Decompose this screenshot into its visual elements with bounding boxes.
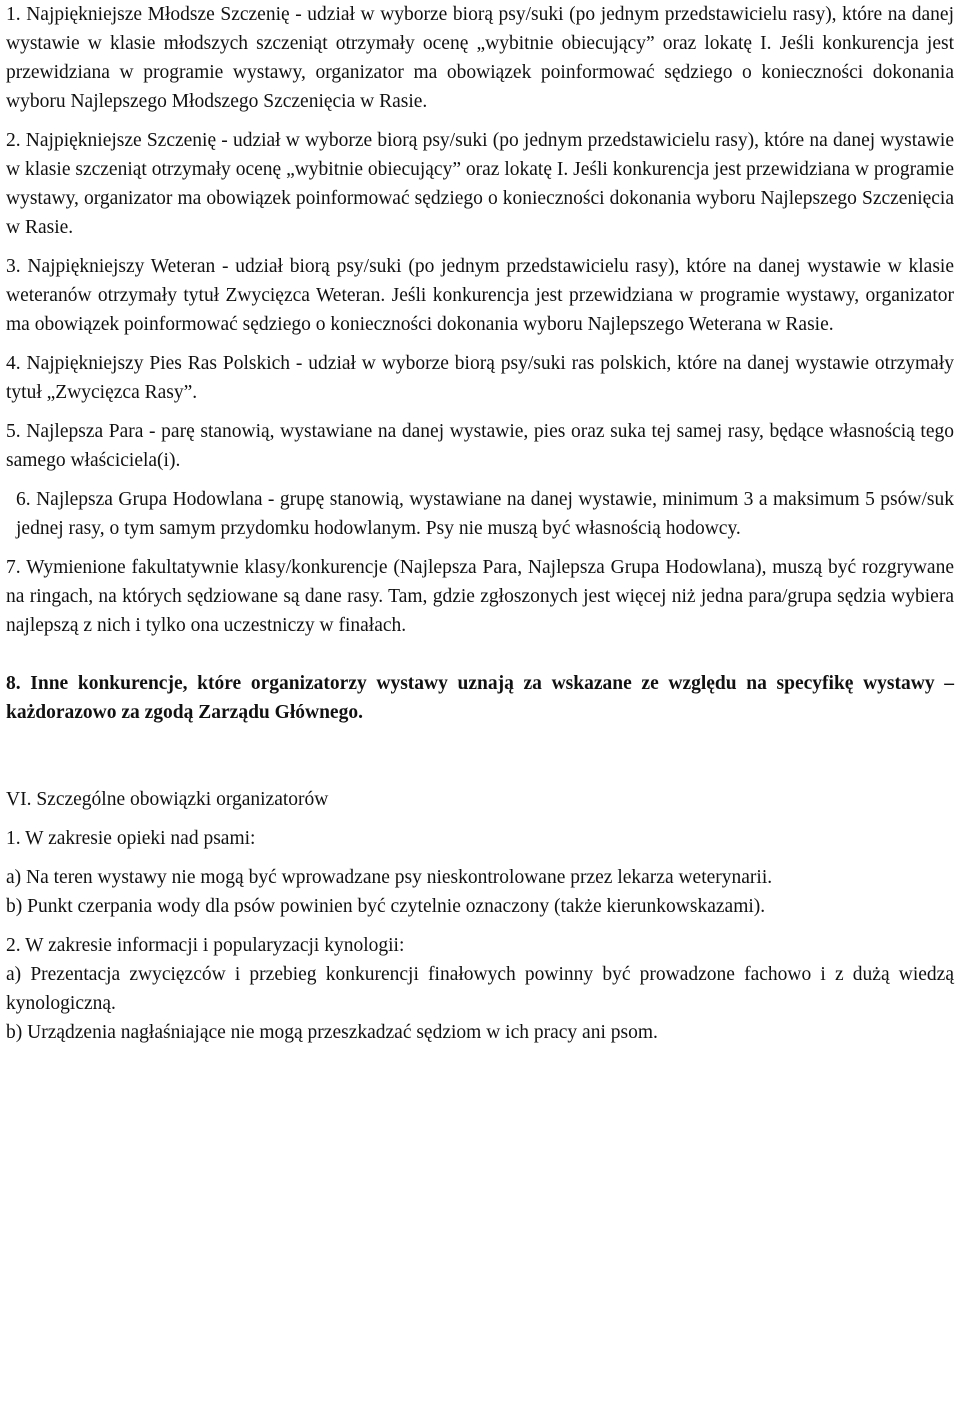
paragraph-2: 2. Najpiękniejsze Szczenię - udział w wyborze biorą psy/suki (po jednym przedstawicielu rasy), które na danej wystawie w klasie szczeniąt otrzymały ocenę „wybitnie obiecujący” oraz lokatę I. Jeśli konkurencja jest przewidziana w programie wystawy, organizator ma obowiązek poinformować sędziego o konieczności dokonania wyboru Najlepszego Szczenięcia w Rasie.: [6, 130, 954, 238]
paragraph-7: 7. Wymienione fakultatywnie klasy/konkurencje (Najlepsza Para, Najlepsza Grupa Hodowlana), muszą być rozgrywane na ringach, na których sędziowane są dane rasy. Tam, gdzie zgłoszonych jest więcej niż jedna para/grupa sędzia wybiera najlepszą z nich i tylko ona uczestniczy w finałach.: [6, 557, 954, 636]
paragraph-5: 5. Najlepsza Para - parę stanowią, wystawiane na danej wystawie, pies oraz suka tej samej rasy, będące własnością tego samego właściciela(i).: [6, 421, 954, 471]
paragraph-3: 3. Najpiękniejszy Weteran - udział biorą psy/suki (po jednym przedstawicielu rasy), które na danej wystawie w klasie weteranów otrzymały tytuł Zwycięzca Weteran. Jeśli konkurencja jest przewidziana w programie wystawy, organizator ma obowiązek poinformować sędziego o konieczności dokonania wyboru Najlepszego Weterana w Rasie.: [6, 256, 954, 335]
subsection-1-item-b: b) Punkt czerpania wody dla psów powinien być czytelnie oznaczony (także kierunkowskazami).: [6, 896, 766, 917]
paragraph-4: 4. Najpiękniejszy Pies Ras Polskich - udział w wyborze biorą psy/suki ras polskich, które na danej wystawie otrzymały tytuł „Zwycięzca Rasy”.: [6, 353, 954, 403]
paragraph-1: 1. Najpiękniejsze Młodsze Szczenię - udział w wyborze biorą psy/suki (po jednym przedstawicielu rasy), które na danej wystawie w klasie młodszych szczeniąt otrzymały ocenę „wybitnie obiecujący” oraz lokatę I. Jeśli konkurencja jest przewidziana w programie wystawy, organizator ma obowiązek poinformować sędziego o konieczności dokonania wyboru Najlepszego Młodszego Szczenięcia w Rasie.: [6, 4, 954, 112]
subsection-2-item-a: a) Prezentacja zwycięzców i przebieg konkurencji finałowych powinny być prowadzone fachowo i z dużą wiedzą kynologiczną.: [6, 964, 954, 1014]
paragraph-8: 8. Inne konkurencje, które organizatorzy wystawy uznają za wskazane ze względu na specyfikę wystawy – każdorazowo za zgodą Zarządu Głównego.: [6, 673, 954, 723]
subsection-1-heading: 1. W zakresie opieki nad psami:: [6, 828, 256, 849]
paragraph-6: 6. Najlepsza Grupa Hodowlana - grupę stanowią, wystawiane na danej wystawie, minimum 3 a maksimum 5 psów/suk jednej rasy, o tym samym przydomku hodowlanym. Psy nie muszą być własnością hodowcy.: [16, 489, 954, 539]
section-heading: VI. Szczególne obowiązki organizatorów: [6, 789, 329, 810]
subsection-1-item-a: a) Na teren wystawy nie mogą być wprowadzane psy nieskontrolowane przez lekarza weterynarii.: [6, 867, 773, 888]
subsection-2-heading: 2. W zakresie informacji i popularyzacji kynologii:: [6, 935, 405, 956]
subsection-2-item-b: b) Urządzenia nagłaśniające nie mogą przeszkadzać sędziom w ich pracy ani psom.: [6, 1022, 658, 1043]
